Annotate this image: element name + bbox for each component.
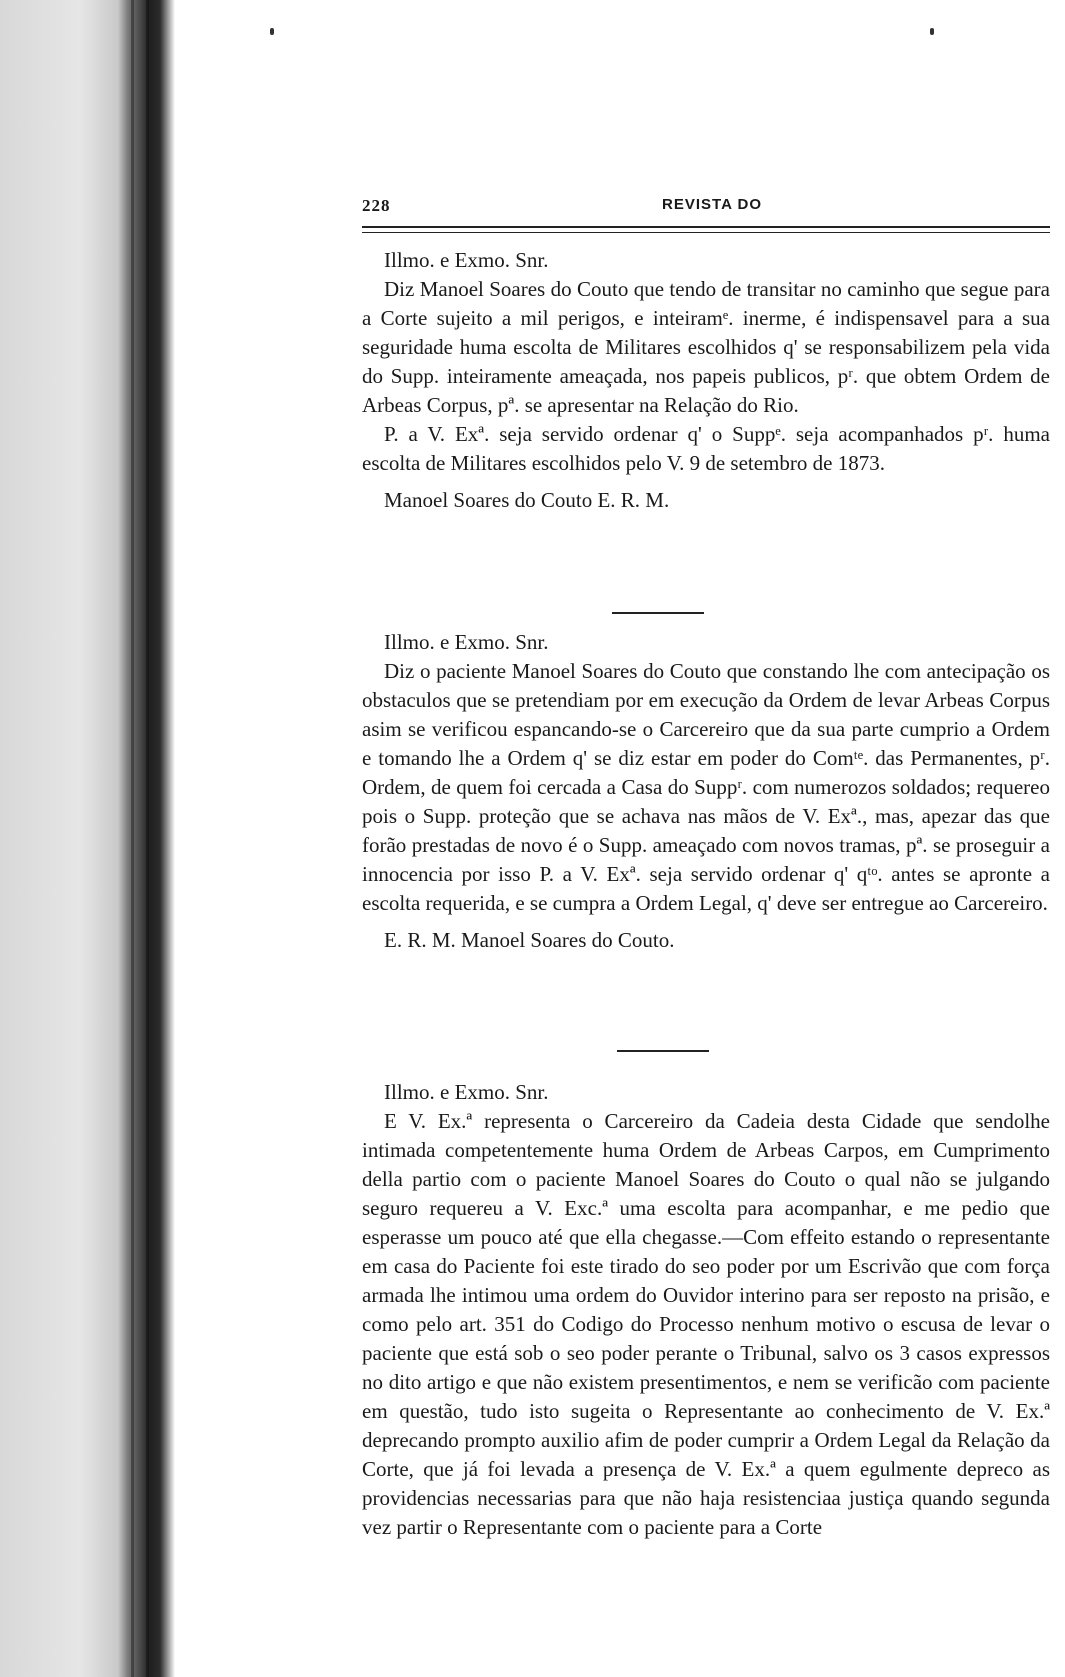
letter-signature: E. R. M. Manoel Soares do Couto. [384, 928, 675, 952]
letter-paragraph: P. a V. Exª. seja servido ordenar q' o Suppᵉ. seja acompanhados pʳ. huma escolta de Militares escolhidos pelo V. 9 de setembro de 1873. [362, 422, 1050, 475]
section-separator [617, 1050, 709, 1052]
letter-salutation: Illmo. e Exmo. Snr. [384, 630, 549, 654]
header-rule [362, 226, 1050, 233]
section-separator [612, 612, 704, 614]
previous-page-bleed [732, 0, 822, 6]
letter-1 [362, 246, 1050, 515]
gutter-streak [146, 0, 149, 1677]
running-head: REVISTA DO [662, 196, 763, 213]
letter-2 [362, 628, 1050, 955]
gutter-streak [131, 0, 134, 1677]
letter-paragraph: E V. Ex.ª representa o Carcereiro da Cadeia desta Cidade que sendolhe intimada competentemente huma Ordem de Arbeas Carpos, em Cumprimento della partio com o paciente Manoel Soares do Couto o qual não se julgando seguro requereu a V. Exc.ª uma escolta para acompanhar, e me pedio que esperasse um pouco até que ella chegasse.—Com effeito estando o representante em casa do Paciente foi este tirado do seo poder por um Escrivão que com força armada lhe intimou uma ordem do Ouvidor interino para ser reposto na prisão, e como pelo art. 351 do Codigo do Processo nenhum motivo o escusa de levar o paciente que está sob o seo poder perante o Tribunal, salvo os 3 casos expressos no dito artigo e que não existem presentimentos, e nem se verificão com paciente em questão, tudo isto sugeita o Representante ao conhecimento de V. Ex.ª deprecando prompto auxilio afim de poder cumprir a Ordem Legal da Relação da Corte, que já foi levada a presença de V. Ex.ª a quem egulmente depreco as providencias necessarias para que não haja resistenciaa justiça quando segunda vez partir o Representante com o paciente para a Corte [362, 1109, 1050, 1539]
letter-paragraph: Diz Manoel Soares do Couto que tendo de transitar no caminho que segue para a Corte sujeito a mil perigos, e inteiramᵉ. inerme, é indispensavel para a sua seguridade huma escolta de Militares escolhidos q' se responsabilizem pela vida do Supp. inteiramente ameaçada, nos papeis publicos, pʳ. que obtem Ordem de Arbeas Corpus, pª. se apresentar na Relação do Rio. [362, 277, 1050, 417]
letter-signature: Manoel Soares do Couto E. R. M. [384, 488, 670, 512]
page [362, 0, 1050, 1677]
letter-salutation: Illmo. e Exmo. Snr. [384, 1080, 549, 1104]
letter-paragraph: Diz o paciente Manoel Soares do Couto que constando lhe com antecipação os obstaculos que se pretendiam por em execução da Ordem de levar Arbeas Corpus asim se verificou espancando-se o Carcereiro que da sua parte cumprio a Ordem e tomando lhe a Ordem q' se diz estar em poder do Comᵗᵉ. das Permanentes, pʳ. Ordem, de quem foi cercada a Casa do Suppʳ. com numerozos soldados; requereo pois o Supp. proteção que se achava nas mãos de V. Exª., mas, apezar das que forão prestadas de novo é o Supp. ameaçado com novos tramas, pª. se proseguir a innocencia por isso P. a V. Exª. seja servido ordenar q' qᵗᵒ. antes se apronte a escolta requerida, e se cumpra a Ordem Legal, q' deve ser entregue ao Carcereiro. [362, 659, 1050, 915]
book-gutter-shadow [0, 0, 175, 1677]
print-speck [270, 28, 274, 35]
page-header [362, 196, 1050, 222]
letter-salutation: Illmo. e Exmo. Snr. [384, 248, 549, 272]
letter-3 [362, 1078, 1050, 1542]
page-number: 228 [362, 196, 391, 215]
